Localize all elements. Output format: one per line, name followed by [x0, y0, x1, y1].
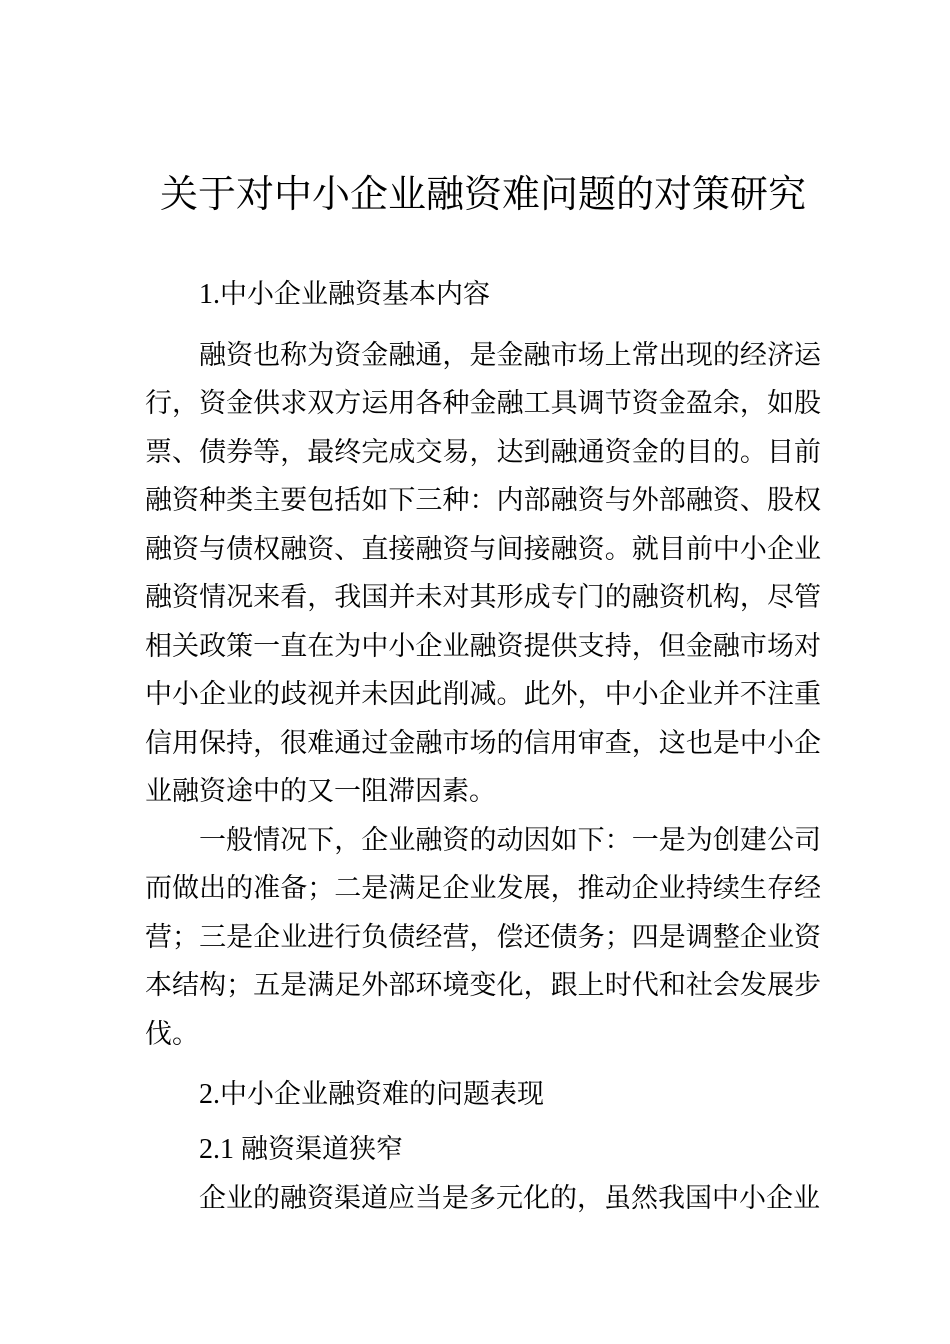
section-1-number: 1. [199, 279, 220, 310]
section-2-1-number: 2.1 [199, 1133, 241, 1165]
section-heading-2 [145, 1070, 821, 1120]
paragraph-financing-overview: 融资也称为资金融通，是金融市场上常出现的经济运行，资金供求双方运用各种金融工具调节资金盈余，如股票、债券等，最终完成交易，达到融通资金的目的。目前融资种类主要包括如下三种：内部融资与外部融资、股权融资与债权融资、直接融资与间接融资。就目前中小企业融资情况来看，我国并未对其形成专门的融资机构，尽管相关政策一直在为中小企业融资提供支持，但金融市场对中小企业的歧视并未因此削减。此外，中小企业并不注重信用保持，很难通过金融市场的信用审查，这也是中小企业融资途中的又一阻滞因素。 [145, 339, 821, 806]
section-2-1-label: 融资渠道狭窄 [241, 1133, 403, 1164]
section-2-label: 中小企业融资难的问题表现 [220, 1079, 544, 1109]
paragraph-financing-motives: 一般情况下，企业融资的动因如下：一是为创建公司而做出的准备；二是满足企业发展，推动企业持续生存经营；三是企业进行负债经营，偿还债务；四是调整企业资本结构；五是满足外部环境变化，跟上时代和社会发展步伐。 [145, 824, 821, 1049]
section-2-number: 2. [199, 1079, 220, 1110]
paragraph-financing-channels: 企业的融资渠道应当是多元化的，虽然我国中小企业 [199, 1183, 820, 1213]
document-title: 关于对中小企业融资难问题的对策研究 [159, 174, 806, 216]
section-1-label: 中小企业融资基本内容 [220, 279, 490, 309]
section-heading-1 [145, 270, 821, 320]
section-heading-2-1 [145, 1125, 821, 1175]
